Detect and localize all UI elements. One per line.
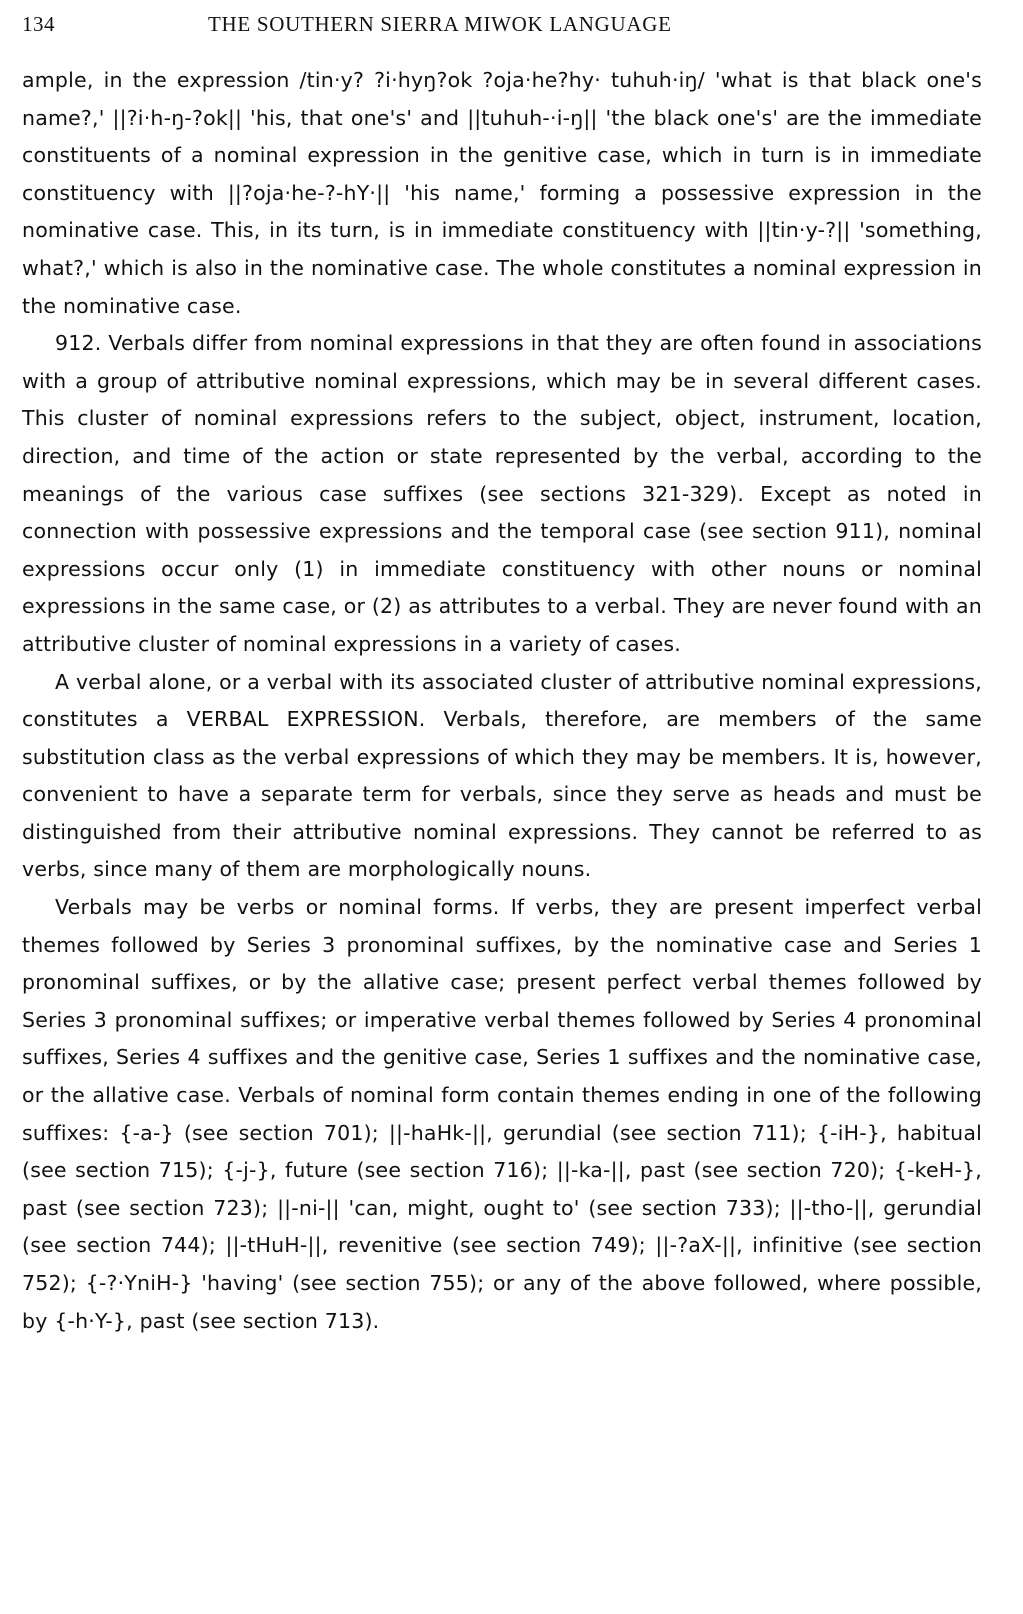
paragraph-continuation: ample, in the expression /tin·y? ?i·hyŋ?ok ?oja·he?hy· tuhuh·iŋ/ 'what is that black one's name?,' ||?i·h-ŋ-?ok|| 'his, that one's' and ||tuhuh-·i-ŋ|| 'the black one's' are the immediate constituents of a nominal expression in the genitive case, which in turn is in immediate constituency with ||?oja·he-?-hY·|| 'his name,' forming a possessive expression in the nominative case. This, in its turn, is in immediate constituency with ||tin·y-?|| 'something, what?,' which is also in the nominative case. The whole constitutes a nominal expression in the nominative case. [22, 68, 982, 318]
body-text [22, 62, 982, 1340]
paragraph-verbals-forms: Verbals may be verbs or nominal forms. If verbs, they are present imperfect verbal themes followed by Series 3 pronominal suffixes, by the nominative case and Series 1 pronominal suffixes, or by the allative case; present perfect verbal themes followed by Series 3 pronominal suffixes; or imperative verbal themes followed by Series 4 pronominal suffixes, Series 4 suffixes and the genitive case, Series 1 suffixes and the nominative case, or the allative case. Verbals of nominal form contain themes ending in one of the following suffixes: {-a-} (see section 701); ||-haHk-||, gerundial (see section 711); {-iH-}, habitual (see section 715); {-j-}, future (see section 716); ||-ka-||, past (see section 720); {-keH-}, past (see section 723); ||-ni-|| 'can, might, ought to' (see section 733); ||-tho-||, gerundial (see section 744); ||-tHuH-||, revenitive (see section 749); ||-?aX-||, infinitive (see section 752); {-?·YniH-} 'having' (see section 755); or any of the above followed, where possible, by {-h·Y-}, past (see section 713). [22, 895, 982, 1333]
page-header [22, 12, 992, 46]
running-head: THE SOUTHERN SIERRA MIWOK LANGUAGE [208, 12, 672, 36]
page-number: 134 [22, 12, 55, 36]
paragraph-912: 912. Verbals differ from nominal expressions in that they are often found in associations with a group of attributive nominal expressions, which may be in several different cases. This cluster of nominal expressions refers to the subject, object, instrument, location, direction, and time of the action or state represented by the verbal, according to the meanings of the various case suffixes (see sections 321-329). Except as noted in connection with possessive expressions and the temporal case (see section 911), nominal expressions occur only (1) in immediate constituency with other nouns or nominal expressions in the same case, or (2) as attributes to a verbal. They are never found with an attributive cluster of nominal expressions in a variety of cases. [22, 331, 982, 656]
paragraph-verbal-expression: A verbal alone, or a verbal with its associated cluster of attributive nominal expressions, constitutes a VERBAL EXPRESSION. Verbals, therefore, are members of the same substitution class as the verbal expressions of which they may be members. It is, however, convenient to have a separate term for verbals, since they serve as heads and must be distinguished from their attributive nominal expressions. They cannot be referred to as verbs, since many of them are morphologically nouns. [22, 669, 982, 882]
